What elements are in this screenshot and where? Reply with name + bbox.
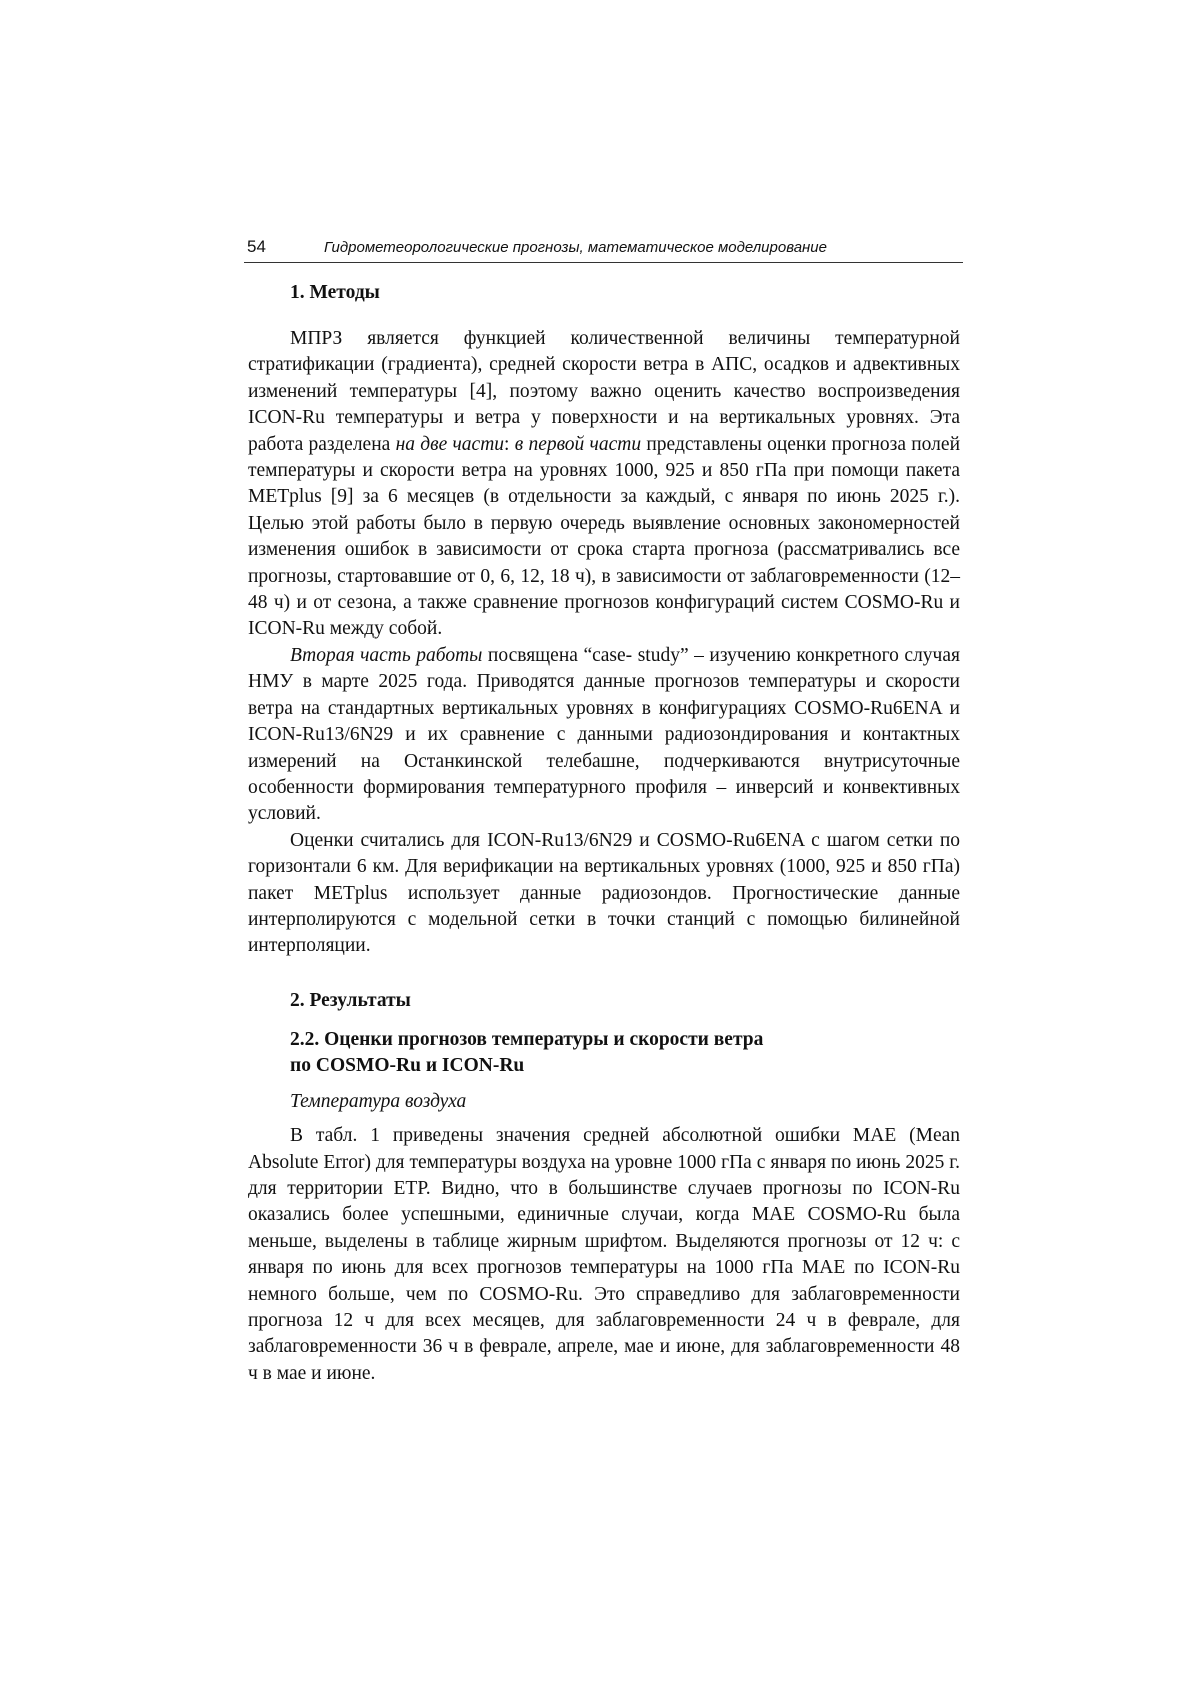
methods-p1-text-b: представлены оценки прогноза полей температуры и скорости ветра на уровнях 1000, 925 и 850 гПа при помощи пакета METplus [9] за 6 месяцев (в отдельности за каждый, с января по июнь 2025 г.). Целью этой работы было в первую очередь выявление основных закономерностей изменения ошибок в зависимости от срока старта прогноза (рассматривались все прогнозы, стартовавшие от 0, 6, 12, 18 ч), в зависимости от заблаговременности (12–48 ч) и от сезона, а также сравнение прогнозов конфигураций систем COSMO-Ru и ICON-Ru между собой. [248,433,960,640]
methods-paragraph-1 [248,326,960,643]
section-heading-methods: 1. Методы [290,282,380,303]
page-number: 54 [247,237,266,256]
methods-p1-italic-1: на две части [395,433,505,455]
methods-p1-text-a: МПРЗ является функцией количественной величины температурной стратификации (градиента), средней скорости ветра в АПС, осадков и адвективных изменений температуры [4], поэтому важно оценить качество воспроизведения ICON-Ru температуры и ветра у поверхности и на вертикальных уровнях. Эта работа разделена [248,328,960,455]
methods-p1-italic-2: в первой части [514,433,642,455]
methods-p2-text: посвящена “case- study” – изучению конкретного случая НМУ в марте 2025 года. Приводятся данные прогнозов температуры и скорости ветра на стандартных вертикальных уровнях в конфигурациях COSMO-Ru6ENA и ICON-Ru13/6N29 и их сравнение с данными радиозондирования и контактных измерений на Останкинской телебашне, подчеркиваются внутрисуточные особенности формирования температурного профиля – инверсий и конвективных условий. [248,644,960,825]
running-title: Гидрометеорологические прогнозы, математическое моделирование [324,239,827,256]
subsection-heading-line-2: по COSMO-Ru и ICON-Ru [290,1054,525,1076]
subsubsection-heading: Температура воздуха [290,1090,467,1112]
page-header [244,235,963,263]
methods-paragraph-3: Оценки считались для ICON-Ru13/6N29 и COSMO-Ru6ENA с шагом сетки по горизонтали 6 км. Для верификации на вертикальных уровнях (1000, 925 и 850 гПа) пакет METplus использует данные радиозондов. Прогностические данные интерполируются с модельной сетки в точки станций с помощью билинейной интерполяции. [248,829,960,957]
subsection-heading-line-1: 2.2. Оценки прогнозов температуры и скорости ветра [290,1028,764,1050]
methods-paragraph-2 [248,643,960,828]
section-heading-results: 2. Результаты [290,989,411,1011]
results-paragraph-1: В табл. 1 приведены значения средней абсолютной ошибки MAE (Mean Absolute Error) для температуры воздуха на уровне 1000 гПа с января по июнь 2025 г. для территории ЕТР. Видно, что в большинстве случаев прогнозы по ICON-Ru оказались более успешными, единичные случаи, когда MAE COSMO-Ru была меньше, выделены в таблице жирным шрифтом. Выделяются прогнозы от 12 ч: с января по июнь для всех прогнозов температуры на 1000 гПа MAE по ICON-Ru немного больше, чем по COSMO-Ru. Это справедливо для заблаговременности прогноза 12 ч для всех месяцев, для заблаговременности 24 ч в феврале, для заблаговременности 36 ч в феврале, апреле, мае и июне, для заблаговременности 48 ч в мае и июне. [248,1125,960,1384]
methods-p2-italic: Вторая часть работы [290,644,483,666]
methods-p1-colon: : [504,433,515,455]
article-body [248,280,960,1387]
